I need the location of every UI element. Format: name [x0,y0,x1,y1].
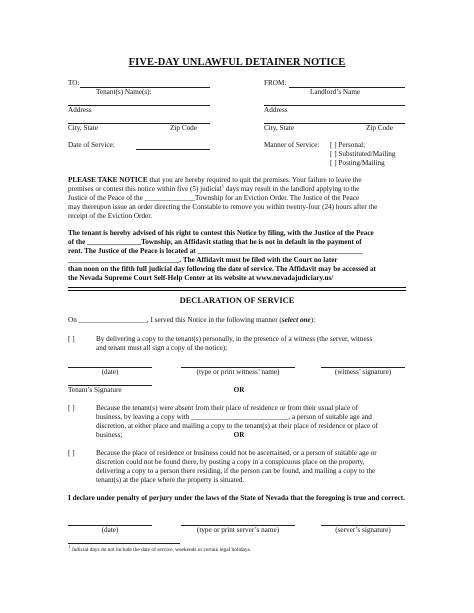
footnote-ref: 1 [221,183,224,189]
declaration-title: DECLARATION OF SERVICE [179,296,295,305]
notice-line-2-pre: premises or contest this notice within five (5) judicial [68,185,222,193]
footnote-text: Judicial days do not include the date of service, weekends or certain legal holidays. [70,547,252,553]
option-3-line-4: tenant(s) at the place where the property is situated. [96,476,245,484]
option-3-line-2: discretion could not be found there, by posting a copy in a conspicuous place on the property, [96,458,365,466]
option-3-checkbox[interactable]: [ ] [68,449,75,457]
notice-line-5: receipt of the Eviction Order. [68,212,153,220]
notice-line-2 [68,185,360,194]
landlord-zip-label: Zip Code [366,124,393,132]
section-divider [68,287,406,288]
option-2-line-2: business, by leaving a copy with ___________________________, a person of suitable age and [96,413,372,421]
perjury-statement: I declare under penalty of perjury under the laws of the State of Nevada that the foregoing is true and correct. [68,494,405,502]
page-title: FIVE-DAY UNLAWFUL DETAINER NOTICE [128,57,346,68]
tenant-zip-label: Zip Code [170,124,197,132]
advisory-line-5: than noon on the fifth full judicial day following the date of service. The Affidavit may be accessed at [68,265,376,273]
landlord-city-state-label: City, State [264,124,294,132]
notice-lead: PLEASE TAKE NOTICE [68,176,148,184]
to-label: TO: [68,79,80,87]
server-signature-label: (server’s signature) [335,526,391,534]
declaration-select-one: select one [281,316,311,324]
witness-signature-label: (witness’ signature) [334,368,392,376]
landlord-name-label: Landlord’s Name [310,88,361,96]
option-2-line-3: discretion, at either place and mailing a copy to the tenant(s) at their place of residence or place of [96,422,378,430]
advisory-line-2: of the _______________Township, an Affidavit stating that he is not in default in the payment of [68,238,362,246]
advisory-line-1: The tenant is hereby advised of his right to contest this Notice by filing, with the Justice of the Peace [68,229,374,237]
notice-line-1 [68,176,362,185]
option-2-line-4: business; [96,431,123,439]
advisory-line-6: the Nevada Supreme Court Self-Help Center at its website at www.nevadajudiciary.us/ [68,274,334,282]
notice-line-4: may thereupon issue an order directing the Constable to remove you within twenty-four (24) hours after the [68,203,378,211]
footnote-divider [68,543,180,544]
tenant-city-state-label: City, State [68,124,98,132]
section-divider-thin [68,290,406,291]
declaration-on-line [68,316,315,325]
footnote [68,546,251,555]
or-separator-2: OR [233,431,245,439]
footnote-mark: 1 [68,544,71,550]
option-2-line-1: Because the tenant(s) were absent from their place of residence or from their usual place of [96,404,359,412]
option-1-checkbox[interactable]: [ ] [68,335,75,343]
server-name-label: (type or print server’s name) [196,526,280,534]
advisory-line-3: rent. The Justice of the Peace is located at ______________________________________________ [68,247,363,255]
option-1-line-2: and tenant must all sign a copy of the notice); [96,344,228,352]
notice-line-1-text: that you are hereby required to quit the premises. Your failure to leave the [147,176,362,184]
tenant-address-label: Address [68,106,92,114]
notice-line-3: Justice of the Peace of the ______________Township for an Eviction Order. The Justice of the Peace [68,194,360,202]
service-option-posting[interactable]: [ ] Posting/Mailing [330,159,385,167]
option-2-checkbox[interactable]: [ ] [68,404,75,412]
declaration-on-text: On ___________________, I served this Notice in the following manner ( [68,316,282,324]
manner-of-service-label: Manner of Service: [264,141,320,149]
date-of-service-line[interactable] [136,149,210,150]
service-option-substituted[interactable]: [ ] Substituted/Mailing [330,150,396,158]
service-option-personal[interactable]: [ ] Personal; [330,141,366,149]
landlord-address-label: Address [264,106,288,114]
from-label: FROM: [264,79,287,87]
date-of-service-label: Date of Service: [68,141,115,149]
option-3-line-1: Because the place of residence or business could not be ascertained, or a person of suitable age or [96,449,377,457]
witness-name-label: (type or print witness’ name) [196,368,280,376]
notice-line-2-post: days may result in the landlord applying to the [223,185,360,193]
tenant-signature-label: Tenant’s Signature [68,386,122,394]
option-3-line-3: delivering a copy to a person there residing, if the person can be found, and mailing a copy to the [96,467,376,475]
or-separator-1: OR [233,386,245,394]
server-date-label: (date) [101,526,119,534]
declaration-on-end: ): [310,316,316,324]
option-1-line-1: By delivering a copy to the tenant(s) personally, in the presence of a witness (the server, witness [96,335,373,343]
witness-date-label: (date) [101,368,119,376]
advisory-line-4: _______________________________. The Affidavit must be filed with the Court no later [68,256,338,264]
tenant-names-label: Tenant(s) Name(s): [96,88,152,96]
